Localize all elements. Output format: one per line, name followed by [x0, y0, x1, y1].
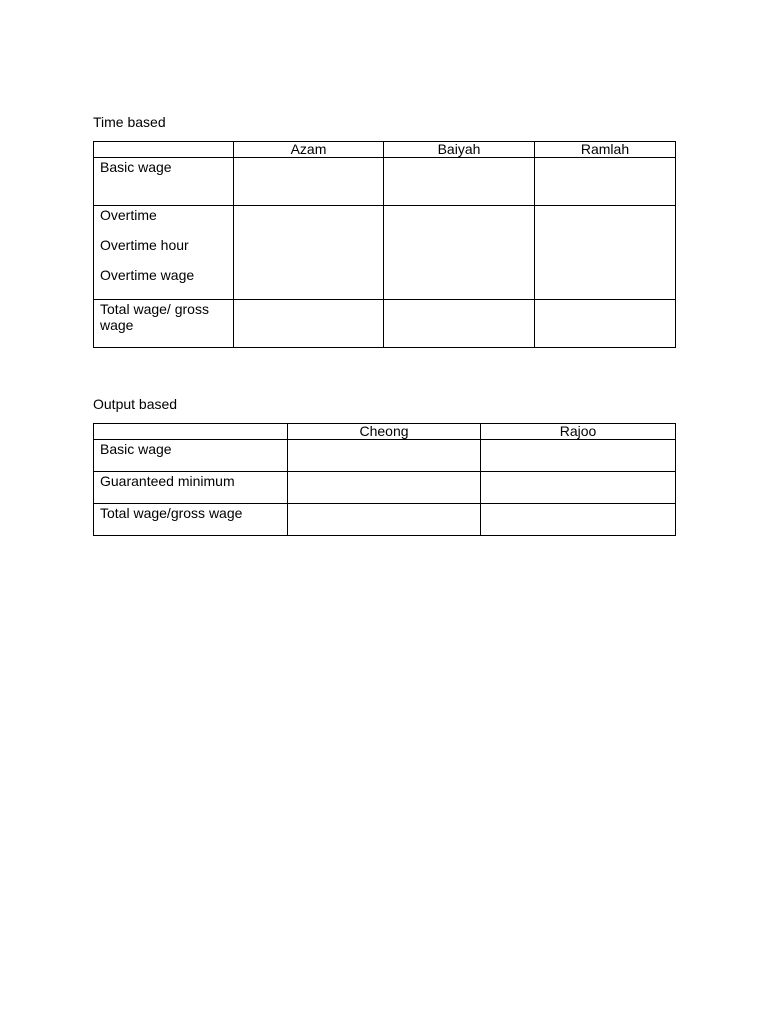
row-label-guaranteed-minimum: Guaranteed minimum — [94, 472, 288, 504]
empty-cell — [535, 300, 676, 348]
table-row-guaranteed-minimum — [94, 472, 676, 504]
output-based-table — [93, 423, 676, 536]
empty-cell — [384, 206, 535, 300]
row-label-total-wage: Total wage/gross wage — [94, 504, 288, 536]
column-header-ramlah: Ramlah — [535, 142, 676, 158]
empty-cell — [481, 440, 676, 472]
column-header-azam: Azam — [234, 142, 384, 158]
table-row-basic-wage — [94, 440, 676, 472]
column-header-cheong: Cheong — [288, 424, 481, 440]
time-based-heading: Time based — [93, 114, 166, 130]
row-label-total-wage: Total wage/ gross wage — [94, 300, 234, 348]
row-label-basic-wage: Basic wage — [94, 440, 288, 472]
table-row-total-wage — [94, 300, 676, 348]
corner-cell — [94, 424, 288, 440]
empty-cell — [535, 206, 676, 300]
empty-cell — [384, 158, 535, 206]
empty-cell — [535, 158, 676, 206]
empty-cell — [288, 440, 481, 472]
table-row-total-wage — [94, 504, 676, 536]
row-label-overtime — [94, 206, 234, 300]
empty-cell — [288, 472, 481, 504]
empty-cell — [234, 158, 384, 206]
table-row-basic-wage — [94, 158, 676, 206]
overtime-wage-label: Overtime wage — [100, 267, 195, 283]
overtime-hour-label: Overtime hour — [100, 237, 189, 253]
corner-cell — [94, 142, 234, 158]
table-header-row — [94, 142, 676, 158]
empty-cell — [481, 472, 676, 504]
empty-cell — [234, 300, 384, 348]
overtime-title: Overtime — [100, 207, 157, 223]
empty-cell — [481, 504, 676, 536]
row-label-basic-wage: Basic wage — [94, 158, 234, 206]
table-row-overtime — [94, 206, 676, 300]
empty-cell — [234, 206, 384, 300]
column-header-rajoo: Rajoo — [481, 424, 676, 440]
time-based-table — [93, 141, 676, 348]
empty-cell — [288, 504, 481, 536]
empty-cell — [384, 300, 535, 348]
column-header-baiyah: Baiyah — [384, 142, 535, 158]
output-based-heading: Output based — [93, 396, 178, 412]
table-header-row — [94, 424, 676, 440]
